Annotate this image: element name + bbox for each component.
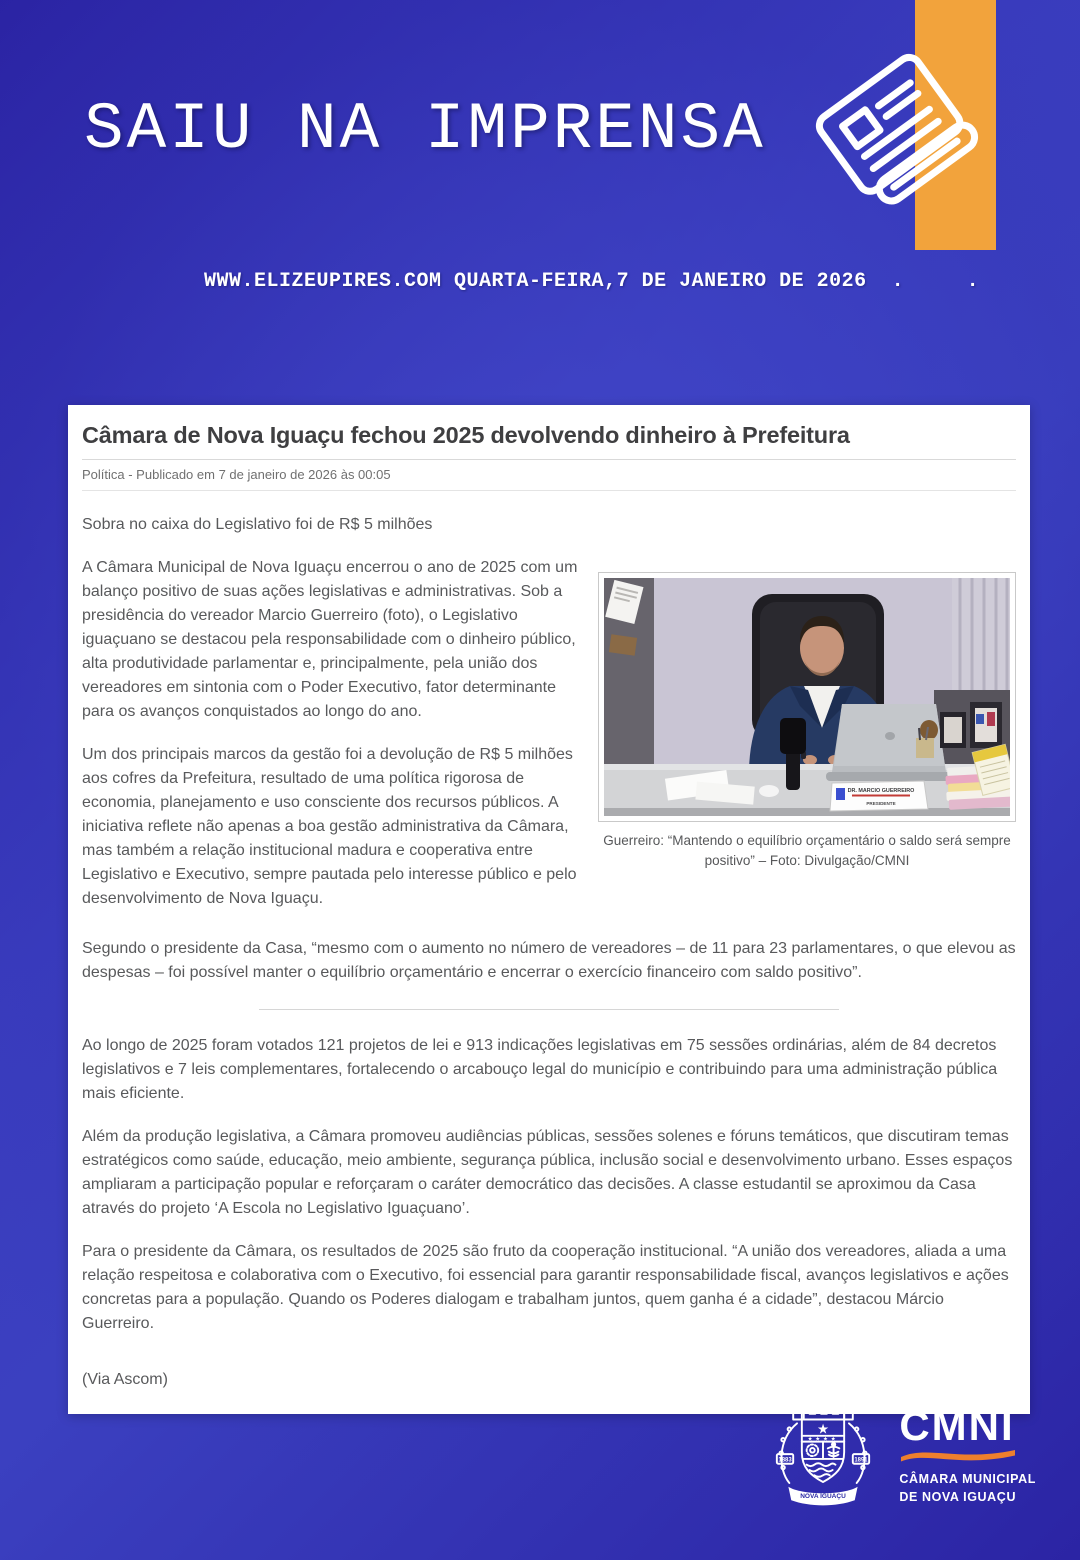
cmni-line2: DE NOVA IGUAÇU (899, 1490, 1017, 1505)
photo-caption: Guerreiro: “Mantendo o equilíbrio orçamentário o saldo será sempre positivo” – Foto: Divulgação/CMNI (603, 833, 1011, 869)
cmni-line1: CÂMARA MUNICIPAL (899, 1472, 1036, 1487)
cmni-logo (899, 1402, 1036, 1506)
article-meta: Política - Publicado em 7 de janeiro de 2026 às 00:05 (82, 467, 391, 483)
laptop (826, 704, 954, 781)
crest-year-right: 1891 (854, 1457, 868, 1464)
photo-frame (598, 572, 1016, 822)
article-photo (604, 578, 1010, 816)
cmni-swoosh (899, 1447, 1017, 1463)
title-divider (82, 459, 1016, 460)
article-lead: Sobra no caixa do Legislativo foi de R$ 5 milhões (82, 516, 433, 534)
nameplate-title: PRESIDENTE (866, 801, 896, 807)
nameplate-name: DR. MARCIO GUERREIRO (847, 788, 915, 795)
crest-year-left: 1883 (778, 1457, 792, 1464)
crest-banner: NOVA IGUAÇU (800, 1492, 847, 1500)
footer-logos (773, 1398, 1036, 1516)
article-title: Câmara de Nova Iguaçu fechou 2025 devolvendo dinheiro à Prefeitura (82, 422, 850, 448)
article-paragraph: Segundo o presidente da Casa, “mesmo com o aumento no número de vereadores – de 11 para 23 parlamentares, o que elevou as despesas – foi possível manter o equilíbrio orçamentário e encerrar o exercício financeiro com saldo positivo”. (82, 940, 1016, 982)
city-crest (773, 1398, 873, 1516)
article-paragraph: Ao longo de 2025 foram votados 121 projetos de lei e 913 indicações legislativas em 75 sessões ordinárias, além de 84 decretos legislativos e 7 leis complementares, fortalecendo o arcabouço legal do município e contribuindo para uma administração pública mais eficiente. (82, 1037, 998, 1103)
svg-text:★★★★: ★★★★ (807, 1436, 839, 1443)
article-card (68, 405, 1030, 1414)
article-paragraph: Além da produção legislativa, a Câmara promoveu audiências públicas, sessões solenes e fóruns temáticos, que discutiram temas estratégicos como saúde, educação, meio ambiente, segurança pública, inclusão social e desenvolvimento urbano. Esses espaços ampliaram a participação popular e reforçaram o caráter democrático das decisões. A classe estudantil se aproximou da Casa através do projeto ‘A Escola no Legislativo Iguaçuano’. (82, 1128, 1013, 1218)
article-byline: (Via Ascom) (82, 1371, 168, 1389)
article-paragraph: A Câmara Municipal de Nova Iguaçu encerrou o ano de 2025 com um balanço positivo de suas ações legislativas e administrativas. Sob a presidência do vereador Marcio Guerreiro (foto), o Legislativo iguaçuano se destacou pela responsabilidade com o dinheiro público, alta produtividade parlamentar e, principalmente, pela união dos vereadores em sintonia com o Poder Executivo, fator determinante para os avanços conquistados ao longo do ano. (82, 559, 578, 721)
article-paragraph: Um dos principais marcos da gestão foi a devolução de R$ 5 milhões aos cofres da Prefeitura, resultado de uma política rigorosa de economia, planejamento e uso consciente dos recursos públicos. A iniciativa reflete não apenas a boa gestão administrativa da Câmara, mas também a relação institucional madura e cooperativa entre Legislativo e Executivo, sempre pautada pelo interesse público e pelo desenvolvimento de Nova Iguaçu. (82, 746, 577, 908)
meta-divider (82, 490, 1016, 491)
newspaper-icon (798, 52, 990, 220)
site-date-line: WWW.ELIZEUPIRES.COM QUARTA-FEIRA,7 DE JANEIRO DE 2026 . . (204, 270, 980, 293)
crest-star: ★ (817, 1421, 830, 1437)
section-divider (259, 1009, 838, 1010)
page-title: SAIU NA IMPRENSA (84, 92, 766, 167)
article-photo-figure (598, 572, 1016, 872)
nameplate (830, 781, 928, 811)
article-paragraph: Para o presidente da Câmara, os resultados de 2025 são fruto da cooperação institucional. “A união dos vereadores, aliada a uma relação respeitosa e colaborativa com o Executivo, foi essencial para garantir responsabilidade fiscal, avanços legislativos e ações concretas para a população. Quando os Poderes dialogam e trabalham juntos, quem ganha é a cidade”, destacou Márcio Guerreiro. (82, 1243, 1009, 1333)
cmni-acronym: CMNI (899, 1402, 1015, 1450)
